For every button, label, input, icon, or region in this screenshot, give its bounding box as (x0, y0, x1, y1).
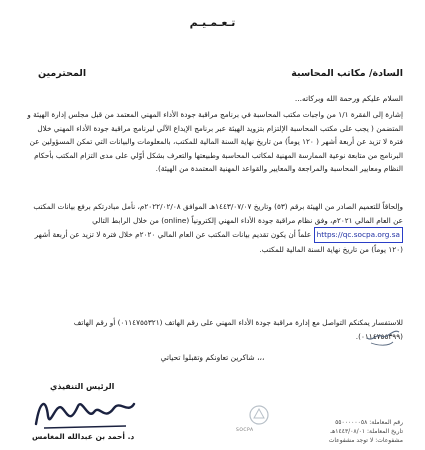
handwritten-initials-icon (363, 326, 403, 348)
greeting: السلام عليكم ورحمة الله وبركاته... (294, 94, 403, 103)
transaction-reference (329, 418, 403, 445)
socpa-logo-icon (248, 404, 270, 426)
paragraph-request-deadline: علماً أن يكون تقديم بيانات المكتب عن العام المالي ٢٠٢٠م خلال فترة لا تزيد عن أربعة أشهر (١٢٠ يوماً) من تاريخ نهاية السنة المالية للمكتب. (34, 230, 403, 254)
transaction-number: رقم المعاملة: ٥٥٠٠٠٠٠٠٥٨ (335, 419, 403, 426)
paragraph-request (25, 200, 403, 256)
honorific: المحترمين (38, 68, 87, 79)
logo-text: SOCPA (236, 428, 254, 433)
signatory-title: الرئيس التنفيذي (50, 382, 115, 391)
paragraph-contact: للاستفسار يمكنكم التواصل مع إدارة مراقبة جودة الأداء المهني على رقم الهاتف (٠١١٤٧٥٥٣٢١) أو رقم الهاتف (٠١١٤٧٥٥٣٩٩). (73, 318, 403, 341)
signature-icon (30, 394, 140, 432)
closing-line: شاكرين تعاونكم وتقبلوا تحياتي ،،، (160, 353, 265, 362)
portal-link[interactable]: https://qc.socpa.org.sa (314, 227, 403, 243)
paragraph-reference: إشارة إلى الفقرة ١/١ من واجبات مكتب المحاسبة في برنامج مراقبة جودة الأداء المهني المعتمد من قبل مجلس إدارة الهيئة و المتضمن ( يجب على مكتب المحاسبة الإلتزام بتزويد الهيئة عبر برنامج الإيداع الآلي لبرنامج مراقبة جودة الأداء المهني خلال فترة لا تزيد عن أربعة أشهر ( ١٢٠ يوماً) من تاريخ نهاية السنة المالية للمكتب، بالمعلومات والبيانات التي تمكن المسؤولين عن البرنامج من متابعة نوعية الممارسة المهنية لمكاتب المحاسبة وطبيعتها والتعرف بشكل أوّلي على مدى التزام المكتب بأحكام النظام ومعايير المحاسبة والمراجعة والمعايير والقواعد المهنية المعتمدة من الهيئة). (27, 110, 403, 174)
addressee: السادة/ مكاتب المحاسبة (291, 68, 403, 79)
signatory-name: د. أحمد بن عبدالله المغامس (32, 432, 135, 441)
paragraph-request-text: وإلحاقاً للتعميم الصادر من الهيئة برقم (٥٣) وتاريخ ١٤٤٣/٠٧/٠٧هـ الموافق ٢٠٢٢/٠٢/٠٨م، نأمل مبادرتكم برفع بيانات المكتب عن العام المالي ٢٠٢١م، وفق نظام مراقبة جودة الأداء المهني إلكترونياً (online) من خلال الرابط التالي (33, 202, 403, 225)
attachments: مشفوعات: لا توجد مشفوعات (328, 437, 403, 444)
transaction-date: تاريخ المعاملة: ١٤٤٣/٠٨/٠١هـ (330, 428, 403, 435)
document-title: تـعـمـيـم (189, 16, 236, 29)
